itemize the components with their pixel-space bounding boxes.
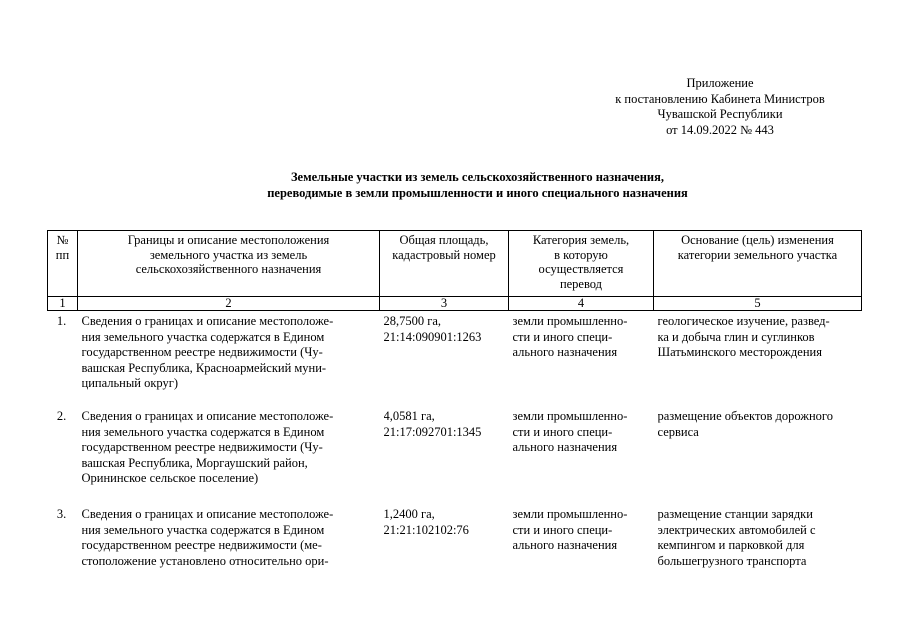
row-number: 2. (56, 409, 67, 423)
row-description: Сведения о границах и описание местоположе- ния земельного участка содержатся в Едином государственном реестре недвижимости (Чу- вашская Республика, Красноармейский муни- ципальный округ) (81, 314, 334, 390)
column-number: 1 (48, 297, 78, 311)
row-category: земли промышленно- сти и иного специ- ального назначения (512, 409, 628, 454)
row-basis: размещение станции зарядки электрических автомобилей с кемпингом и парковкой для большегрузного транспорта (657, 507, 816, 568)
header-area: Общая площадь, кадастровый номер (380, 231, 509, 297)
row-number: 3. (56, 507, 67, 521)
appendix-line: от 14.09.2022 № 443 (666, 122, 774, 137)
row-description: Сведения о границах и описание местоположе- ния земельного участка содержатся в Едином государственном реестре недвижимости (Чу- вашская Республика, Моргаушский район, Орининское сельское поселение) (81, 409, 334, 485)
row-area: 1,2400 га, 21:21:102102:76 (383, 507, 469, 537)
column-number: 4 (509, 297, 654, 311)
row-basis: геологическое изучение, развед- ка и добыча глин и суглинков Шатьминского месторождения (657, 314, 830, 359)
table-row (48, 311, 862, 407)
column-number: 5 (654, 297, 862, 311)
header-category: Категория земель, в которую осуществляется перевод (509, 231, 654, 297)
row-description: Сведения о границах и описание местоположе- ния земельного участка содержатся в Едином государственном реестре недвижимости (ме- стоположение установлено относительно ори- (81, 507, 334, 568)
column-number: 2 (78, 297, 380, 311)
header-basis: Основание (цель) изменения категории земельного участка (654, 231, 862, 297)
document-title (50, 169, 905, 201)
row-category: земли промышленно- сти и иного специ- ального назначения (512, 507, 628, 552)
column-number-row (48, 297, 862, 311)
row-area: 28,7500 га, 21:14:090901:1263 (383, 314, 482, 344)
row-basis: размещение объектов дорожного сервиса (657, 409, 833, 439)
land-plots-table (47, 230, 862, 577)
row-number: 1. (56, 314, 67, 328)
table-row (48, 504, 862, 577)
appendix-line: к постановлению Кабинета Министров (615, 91, 825, 106)
title-line: переводимые в земли промышленности и иного специального назначения (267, 186, 688, 200)
title-line: Земельные участки из земель сельскохозяйственного назначения, (290, 170, 665, 184)
header-boundaries: Границы и описание местоположения земельного участка из земель сельскохозяйственного назначения (78, 231, 380, 297)
row-category: земли промышленно- сти и иного специ- ального назначения (512, 314, 628, 359)
appendix-header (590, 76, 850, 138)
appendix-line: Чувашской Республики (657, 107, 783, 121)
row-area: 4,0581 га, 21:17:092701:1345 (383, 409, 482, 439)
header-number: № пп (48, 231, 78, 297)
appendix-line: Приложение (686, 76, 754, 90)
column-number: 3 (380, 297, 509, 311)
table-header-row (48, 231, 862, 297)
table-row (48, 406, 862, 504)
